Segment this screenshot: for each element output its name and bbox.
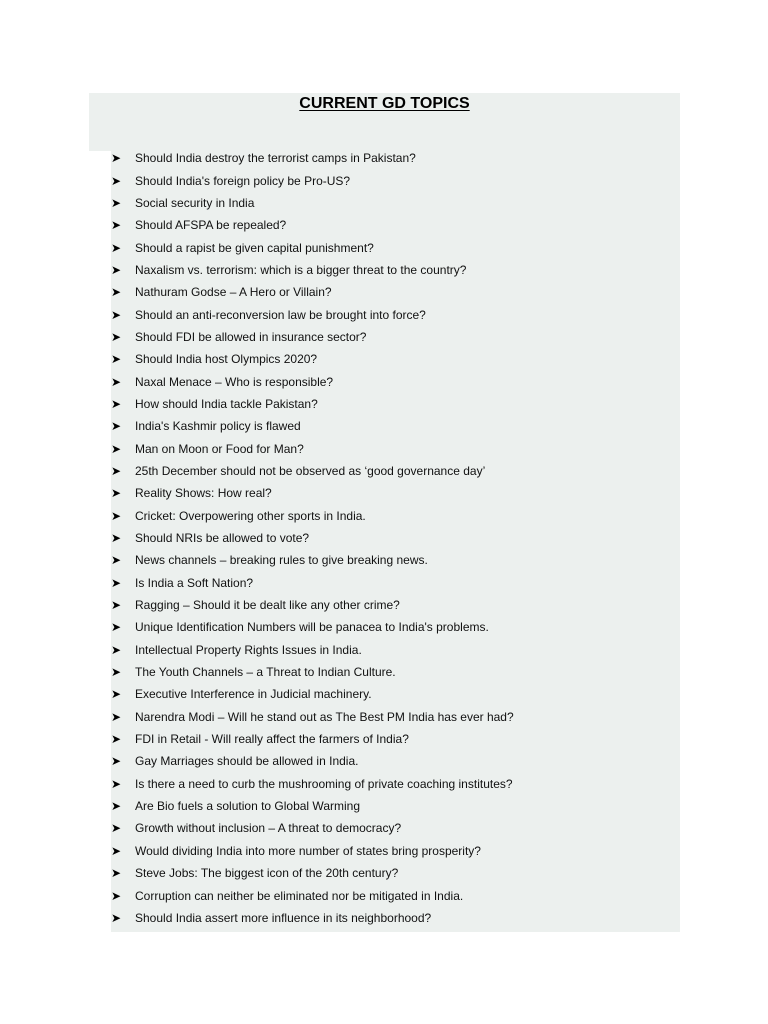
- arrowhead-bullet-icon: ➤: [111, 463, 122, 478]
- topic-text: Is there a need to curb the mushrooming of private coaching institutes?: [135, 776, 513, 791]
- arrowhead-bullet-icon: ➤: [111, 374, 122, 389]
- arrowhead-bullet-icon: ➤: [111, 531, 122, 546]
- arrowhead-bullet-icon: ➤: [111, 352, 122, 367]
- list-item: [111, 572, 514, 594]
- topic-text: Should FDI be allowed in insurance sector?: [135, 329, 367, 344]
- list-item: [111, 147, 514, 169]
- arrowhead-bullet-icon: ➤: [111, 843, 122, 858]
- arrowhead-bullet-icon: ➤: [111, 687, 122, 702]
- topic-text: FDI in Retail - Will really affect the farmers of India?: [135, 732, 409, 747]
- arrowhead-bullet-icon: ➤: [111, 799, 122, 814]
- arrowhead-bullet-icon: ➤: [111, 195, 122, 210]
- arrowhead-bullet-icon: ➤: [111, 419, 122, 434]
- list-item: [111, 862, 514, 884]
- list-item: [111, 594, 514, 616]
- arrowhead-bullet-icon: ➤: [111, 910, 122, 925]
- list-item: [111, 907, 514, 929]
- topic-text: India's Kashmir policy is flawed: [135, 419, 301, 434]
- list-item: [111, 326, 514, 348]
- list-item: [111, 281, 514, 303]
- topic-text: Should AFSPA be repealed?: [135, 218, 287, 233]
- arrowhead-bullet-icon: ➤: [111, 285, 122, 300]
- topic-text: Cricket: Overpowering other sports in India.: [135, 508, 366, 523]
- list-item: [111, 236, 514, 258]
- arrowhead-bullet-icon: ➤: [111, 240, 122, 255]
- list-item: [111, 415, 514, 437]
- arrowhead-bullet-icon: ➤: [111, 396, 122, 411]
- topic-text: Should NRIs be allowed to vote?: [135, 531, 310, 546]
- topic-text: News channels – breaking rules to give breaking news.: [135, 553, 428, 568]
- arrowhead-bullet-icon: ➤: [111, 262, 122, 277]
- topic-text: Is India a Soft Nation?: [135, 575, 254, 590]
- topic-text: Should India destroy the terrorist camps in Pakistan?: [135, 151, 416, 166]
- list-item: [111, 303, 514, 325]
- topic-text: Intellectual Property Rights Issues in India.: [135, 642, 362, 657]
- arrowhead-bullet-icon: ➤: [111, 486, 122, 501]
- topic-text: Naxal Menace – Who is responsible?: [135, 374, 334, 389]
- topic-text: How should India tackle Pakistan?: [135, 396, 318, 411]
- list-item: [111, 639, 514, 661]
- topic-text: Would dividing India into more number of states bring prosperity?: [135, 843, 481, 858]
- topic-text: Are Bio fuels a solution to Global Warming: [135, 799, 360, 814]
- arrowhead-bullet-icon: ➤: [111, 732, 122, 747]
- topic-text: Narendra Modi – Will he stand out as The Best PM India has ever had?: [135, 709, 514, 724]
- arrowhead-bullet-icon: ➤: [111, 776, 122, 791]
- topic-text: Gay Marriages should be allowed in India.: [135, 754, 359, 769]
- page-title: CURRENT GD TOPICS: [299, 95, 470, 112]
- list-item: [111, 706, 514, 728]
- topic-list: [111, 146, 514, 929]
- topic-text: Social security in India: [135, 195, 255, 210]
- topic-text: Naxalism vs. terrorism: which is a bigger threat to the country?: [135, 262, 467, 277]
- arrowhead-bullet-icon: ➤: [111, 307, 122, 322]
- arrowhead-bullet-icon: ➤: [111, 620, 122, 635]
- topic-text: Growth without inclusion – A threat to democracy?: [135, 821, 402, 836]
- list-item: [111, 437, 514, 459]
- list-item: [111, 773, 514, 795]
- list-item: [111, 616, 514, 638]
- list-item: [111, 750, 514, 772]
- arrowhead-bullet-icon: ➤: [111, 821, 122, 836]
- topic-text: Should India assert more influence in its neighborhood?: [135, 910, 432, 925]
- arrowhead-bullet-icon: ➤: [111, 329, 122, 344]
- list-item: [111, 482, 514, 504]
- topic-text: Should India's foreign policy be Pro-US?: [135, 173, 351, 188]
- arrowhead-bullet-icon: ➤: [111, 173, 122, 188]
- arrowhead-bullet-icon: ➤: [111, 888, 122, 903]
- arrowhead-bullet-icon: ➤: [111, 441, 122, 456]
- topic-text: Reality Shows: How real?: [135, 486, 272, 501]
- arrowhead-bullet-icon: ➤: [111, 665, 122, 680]
- list-item: [111, 370, 514, 392]
- list-item: [111, 505, 514, 527]
- topic-text: Nathuram Godse – A Hero or Villain?: [135, 285, 332, 300]
- arrowhead-bullet-icon: ➤: [111, 553, 122, 568]
- arrowhead-bullet-icon: ➤: [111, 866, 122, 881]
- list-item: [111, 169, 514, 191]
- list-item: [111, 192, 514, 214]
- list-item: [111, 840, 514, 862]
- arrowhead-bullet-icon: ➤: [111, 575, 122, 590]
- topic-text: Corruption can neither be eliminated nor be mitigated in India.: [135, 888, 464, 903]
- list-item: [111, 460, 514, 482]
- topic-text: The Youth Channels – a Threat to Indian Culture.: [135, 665, 396, 680]
- topic-text: 25th December should not be observed as ‘good governance day’: [135, 463, 486, 478]
- topic-text: Should a rapist be given capital punishment?: [135, 240, 374, 255]
- list-item: [111, 214, 514, 236]
- topic-text: Ragging – Should it be dealt like any other crime?: [135, 598, 400, 613]
- arrowhead-bullet-icon: ➤: [111, 754, 122, 769]
- arrowhead-bullet-icon: ➤: [111, 598, 122, 613]
- arrowhead-bullet-icon: ➤: [111, 642, 122, 657]
- arrowhead-bullet-icon: ➤: [111, 151, 122, 166]
- topic-text: Should an anti-reconversion law be brought into force?: [135, 307, 426, 322]
- topic-text: Should India host Olympics 2020?: [135, 352, 318, 367]
- list-item: [111, 549, 514, 571]
- list-item: [111, 259, 514, 281]
- list-item: [111, 817, 514, 839]
- arrowhead-bullet-icon: ➤: [111, 218, 122, 233]
- arrowhead-bullet-icon: ➤: [111, 709, 122, 724]
- topic-text: Executive Interference in Judicial machinery.: [135, 687, 372, 702]
- list-item: [111, 348, 514, 370]
- list-item: [111, 795, 514, 817]
- topic-text: Steve Jobs: The biggest icon of the 20th century?: [135, 866, 399, 881]
- list-item: [111, 884, 514, 906]
- topic-text: Man on Moon or Food for Man?: [135, 441, 304, 456]
- list-item: [111, 728, 514, 750]
- arrowhead-bullet-icon: ➤: [111, 508, 122, 523]
- topic-text: Unique Identification Numbers will be panacea to India's problems.: [135, 620, 489, 635]
- list-item: [111, 393, 514, 415]
- list-item: [111, 527, 514, 549]
- list-item: [111, 661, 514, 683]
- list-item: [111, 683, 514, 705]
